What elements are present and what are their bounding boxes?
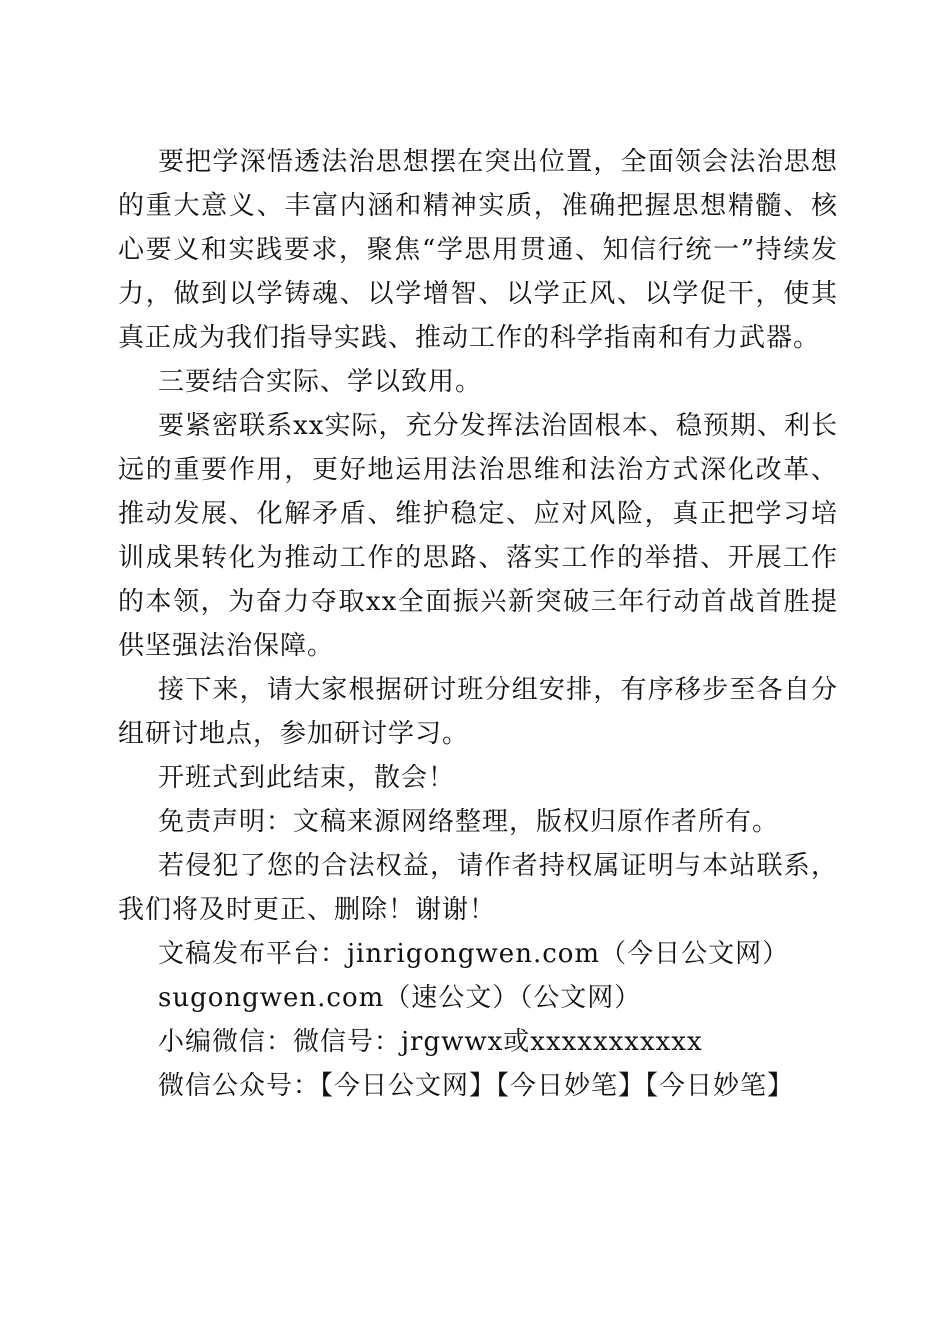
paragraph-secondary-site: sugongwen.com（速公文）（公文网） (158, 983, 642, 1013)
paragraph-closing: 开班式到此结束，散会！ (158, 763, 456, 793)
paragraph-next-steps: 接下来，请大家根据研讨班分组安排，有序移步至各自分组研讨地点，参加研讨学习。 (118, 675, 838, 749)
paragraph-infringement-notice: 若侵犯了您的合法权益，请作者持权属证明与本站联系，我们将及时更正、删除！谢谢！ (118, 851, 838, 925)
paragraph-editor-wechat: 小编微信：微信号：jrgwwx或xxxxxxxxxxx (158, 1027, 703, 1057)
paragraph-study-thought: 要把学深悟透法治思想摆在突出位置，全面领会法治思想的重大意义、丰富内涵和精神实质，准确把握思想精髓、核心要义和实践要求，聚焦“学思用贯通、知信行统一”持续发力，做到以学铸魂、以学增智、以学正风、以学促干，使其真正成为我们指导实践、推动工作的科学指南和有力武器。 (118, 147, 838, 353)
paragraph-section-heading: 三要结合实际、学以致用。 (158, 367, 483, 397)
paragraph-apply-practice: 要紧密联系xx实际，充分发挥法治固根本、稳预期、利长远的重要作用，更好地运用法治思维和法治方式深化改革、推动发展、化解矛盾、维护稳定、应对风险，真正把学习培训成果转化为推动工作的思路、落实工作的举措、开展工作的本领，为奋力夺取xx全面振兴新突破三年行动首战首胜提供坚强法治保障。 (118, 411, 838, 661)
document-body (118, 140, 838, 1108)
paragraph-publish-platform: 文稿发布平台：jinrigongwen.com（今日公文网） (158, 939, 790, 969)
paragraph-wechat-accounts: 微信公众号：【今日公文网】【今日妙笔】【今日妙笔】 (158, 1071, 795, 1101)
paragraph-disclaimer: 免责声明：文稿来源网络整理，版权归原作者所有。 (158, 807, 780, 837)
